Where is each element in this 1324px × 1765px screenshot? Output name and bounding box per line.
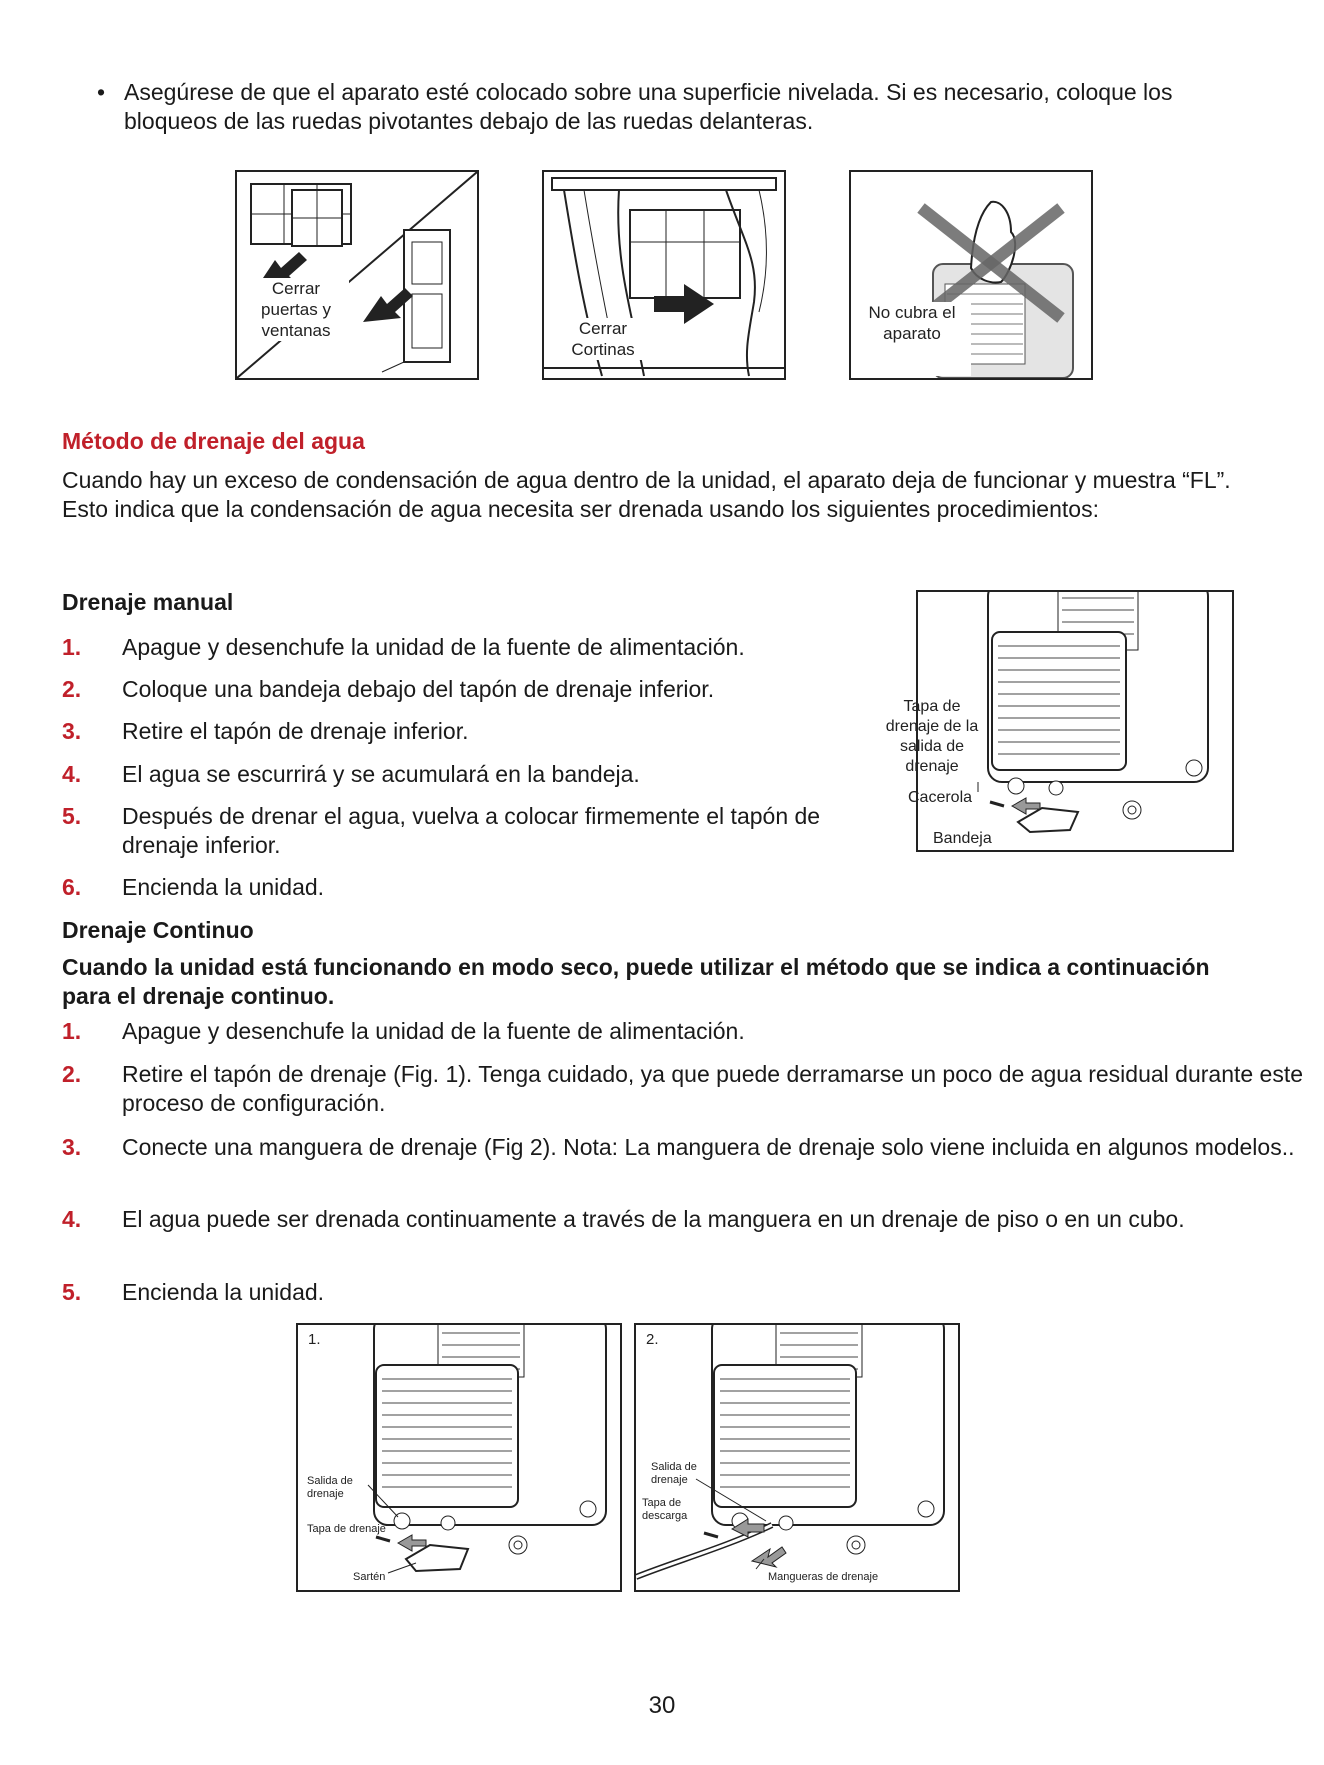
step-text: Encienda la unidad. [122,874,325,900]
label-tray: Bandeja [933,830,992,847]
figure-close-doors-windows [235,170,479,380]
step-text: Encienda la unidad. [122,1279,325,1305]
step-number: 5. [62,1279,82,1305]
step-number: 4. [62,1206,82,1232]
fig1-number: 1. [308,1331,321,1348]
step-text: El agua se escurrirá y se acumulará en la bandeja. [122,761,640,787]
figure-continuous-2 [634,1323,960,1592]
caption-close-curtains: Cerrar Cortinas [550,318,656,360]
step-number: 1. [62,634,82,660]
step-text: Retire el tapón de drenaje inferior. [122,718,469,744]
continuous-drain-title: Drenaje Continuo [62,917,254,943]
step-number: 3. [62,1134,82,1160]
step-number: 6. [62,874,82,900]
step-text: Coloque una bandeja debajo del tapón de drenaje inferior. [122,676,715,702]
illustration-unit-fig2 [636,1325,958,1590]
step-text: Retire el tapón de drenaje (Fig. 1). Tenga cuidado, ya que puede derramarse un poco de agua residual durante este proceso de configuración. [122,1061,1304,1116]
fig1-label-pan: Sartén [353,1571,386,1583]
manual-drain-title: Drenaje manual [62,589,234,615]
step-text: Apague y desenchufe la unidad de la fuente de alimentación. [122,634,745,660]
caption-do-not-cover: No cubra el aparato [853,302,971,376]
step-text: Apague y desenchufe la unidad de la fuente de alimentación. [122,1018,745,1044]
step-number: 3. [62,718,82,744]
page-number: 30 [648,1692,676,1719]
fig1-label-cap: Tapa de drenaje [307,1523,386,1535]
fig1-label-outlet: Salida de drenaje [307,1475,353,1500]
step-number: 2. [62,676,82,702]
step-text: El agua puede ser drenada continuamente a través de la manguera en un drenaje de piso o en un cubo. [122,1206,1185,1232]
step-text: Después de drenar el agua, vuelva a colocar firmemente el tapón de drenaje inferior. [122,803,821,858]
continuous-drain-subtitle: Cuando la unidad está funcionando en modo seco, puede utilizar el método que se indica a continuación para el drenaje continuo. [62,954,1210,1009]
label-drain-cap: Tapa de drenaje de la salida de drenaje [885,698,979,775]
step-number: 2. [62,1061,82,1087]
fig2-number: 2. [646,1331,659,1348]
step-number: 4. [62,761,82,787]
bullet-dot: • [97,79,106,105]
fig2-label-cap: Tapa de descarga [642,1497,688,1522]
step-number: 5. [62,803,82,829]
caption-close-doors-windows: Cerrar puertas y ventanas [243,278,349,341]
illustration-unit-fig1 [298,1325,620,1590]
section-intro: Cuando hay un exceso de condensación de agua dentro de la unidad, el aparato deja de funcionar y muestra “FL”. Esto indica que la condensación de agua necesita ser drenada usando los siguientes procedimientos: [62,467,1231,522]
fig2-label-hose: Mangueras de drenaje [768,1571,879,1583]
figure-do-not-cover [849,170,1093,380]
intro-text: Asegúrese de que el aparato esté colocado sobre una superficie nivelada. Si es necesario, coloque los bloqueos de las ruedas pivotantes debajo de las ruedas delanteras. [124,79,1173,134]
label-pan: Cacerola [908,789,973,806]
fig2-label-outlet: Salida de drenaje [651,1461,697,1486]
step-number: 1. [62,1018,82,1044]
step-text: Conecte una manguera de drenaje (Fig 2). Nota: La manguera de drenaje solo viene incluida en algunos modelos.. [122,1134,1295,1160]
illustration-doors-windows [237,172,477,378]
figure-continuous-1 [296,1323,622,1592]
figure-close-curtains [542,170,786,380]
section-title: Método de drenaje del agua [62,428,365,454]
